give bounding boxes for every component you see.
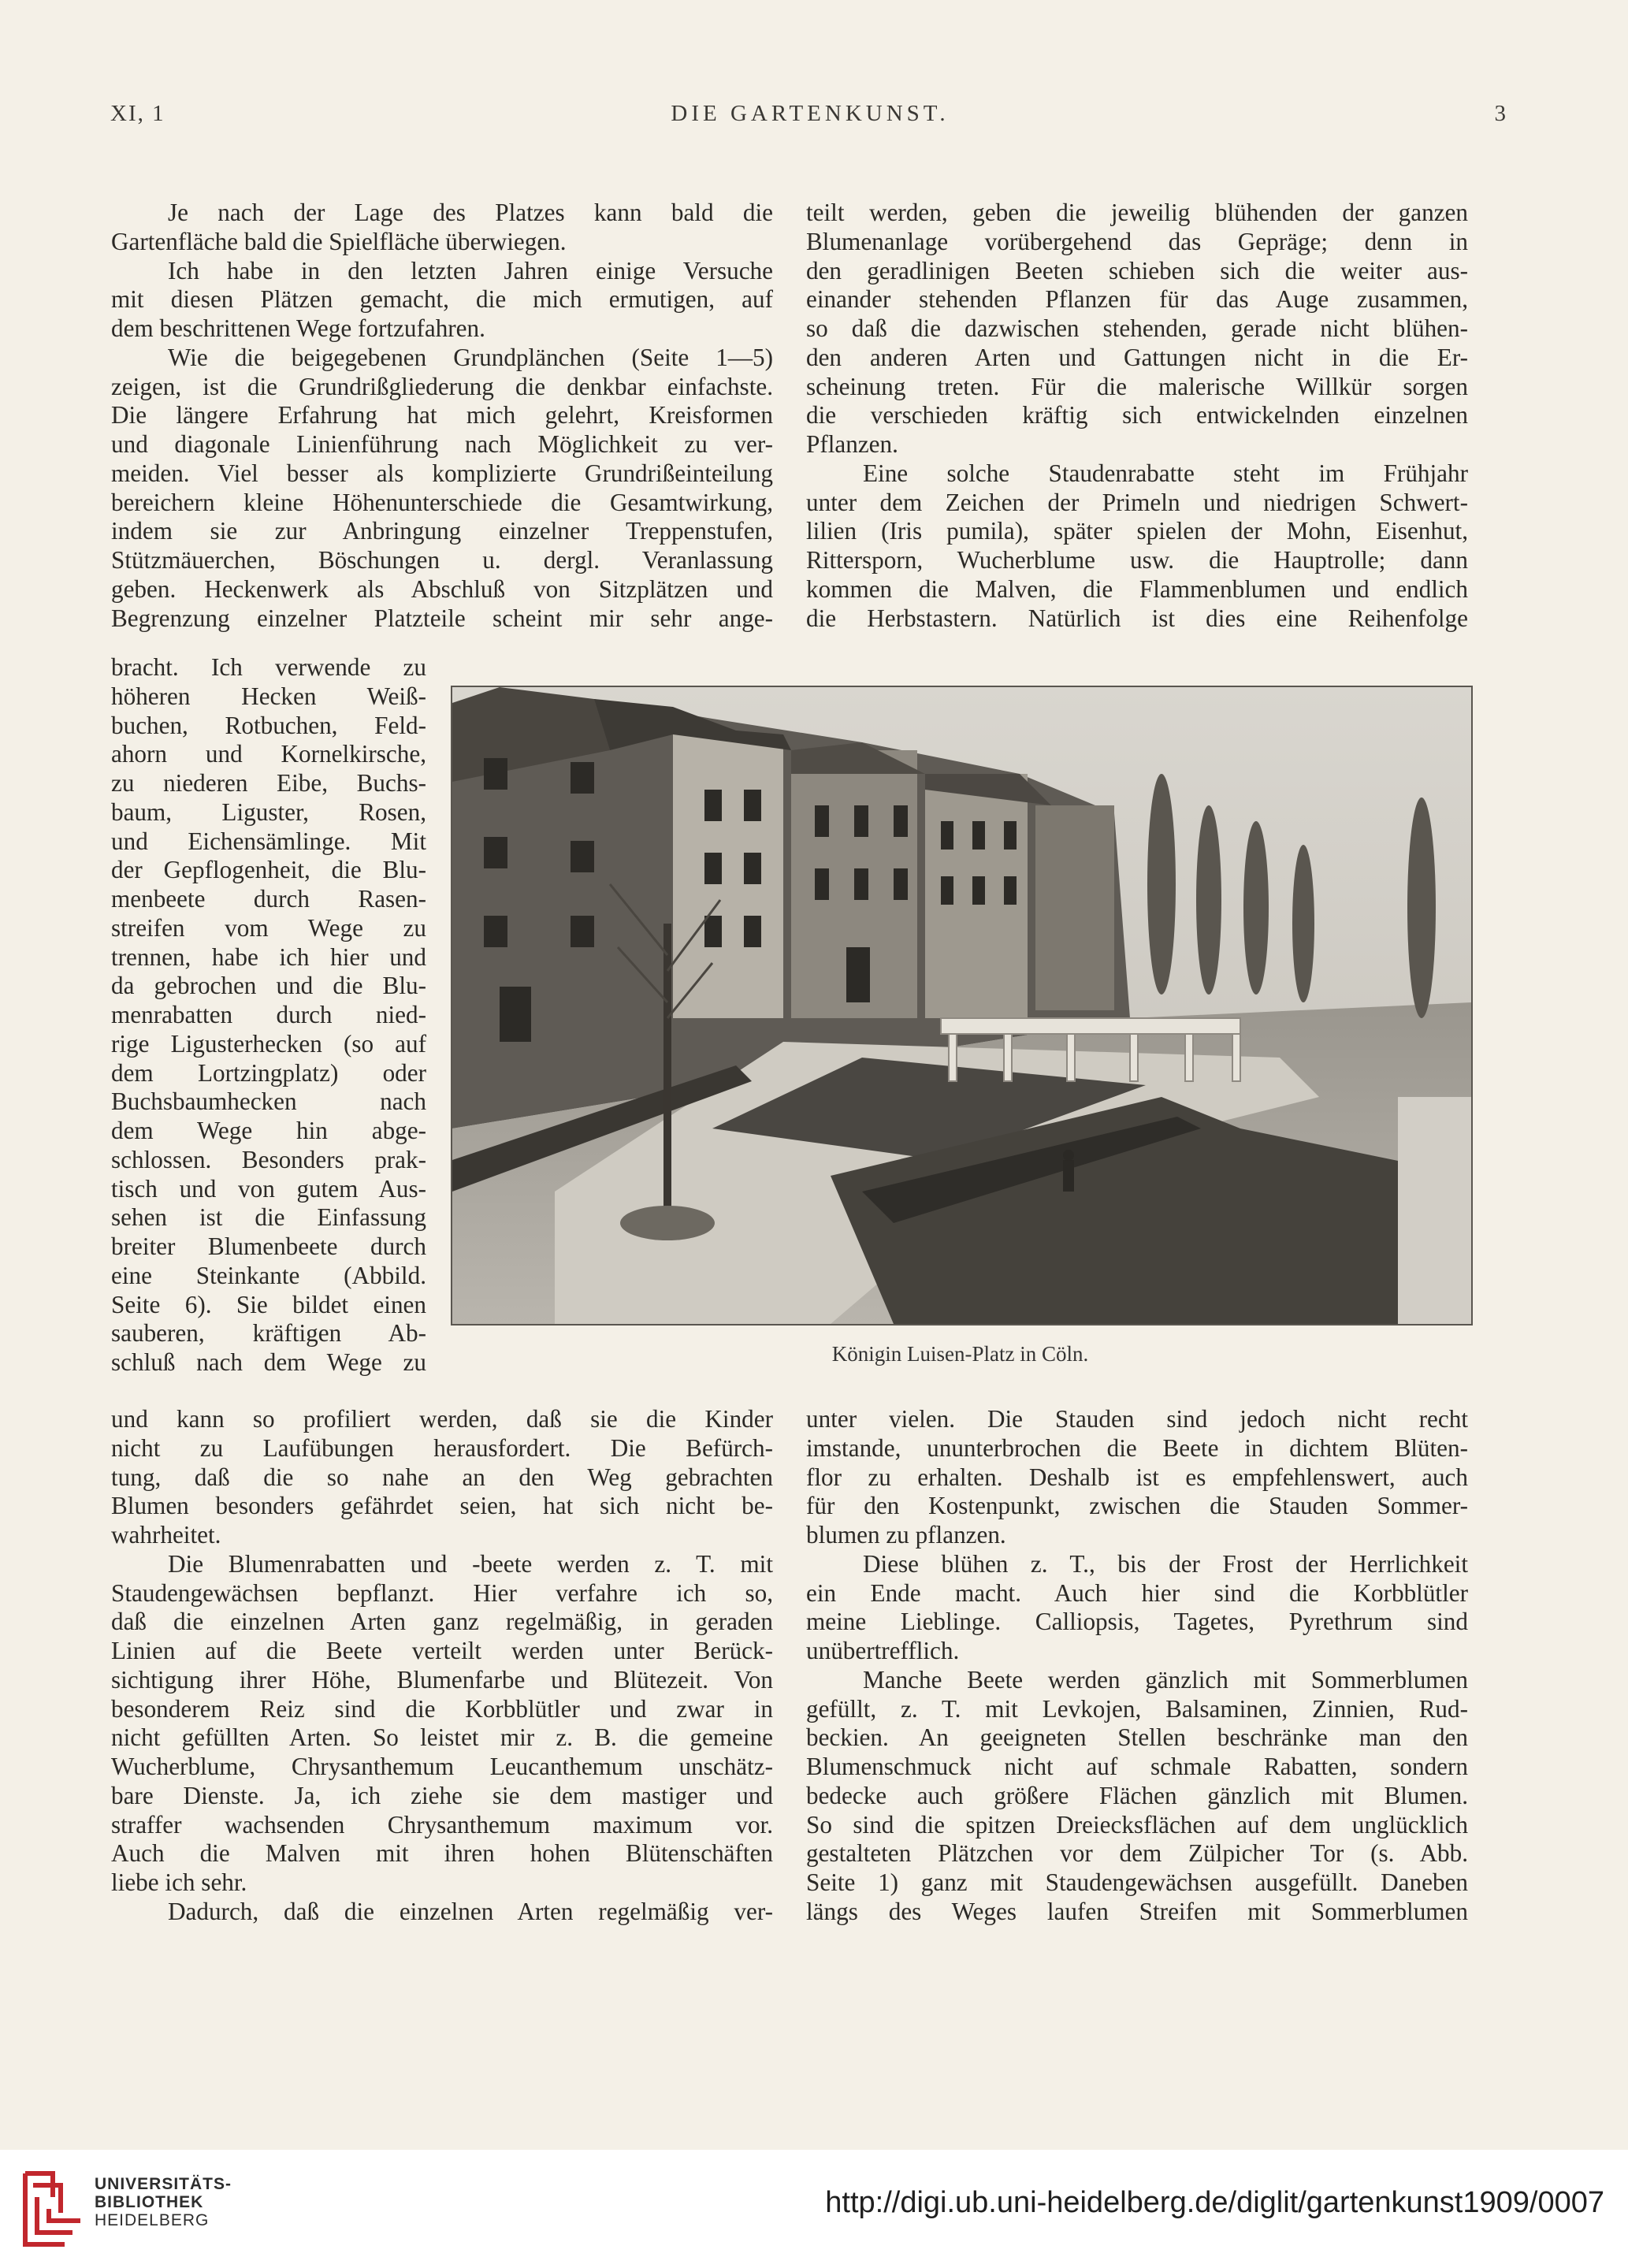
text-line: Buchsbaumhecken nach xyxy=(111,1088,426,1116)
volume-number: XI, 1 xyxy=(110,101,165,126)
text-line: dem Wege hin abge- xyxy=(111,1117,426,1144)
text-line: menbeete durch Rasen- xyxy=(111,885,426,913)
photo-illustration xyxy=(452,687,1471,1324)
text-line: rige Ligusterhecken (so auf xyxy=(111,1029,426,1058)
text-line: meine Lieblinge. Calliopsis, Tagetes, Pyrethrum sind xyxy=(806,1608,1468,1636)
text-line: längs des Weges laufen Streifen mit Sommerblumen xyxy=(806,1897,1468,1925)
text-line: Seite 1) ganz mit Staudengewächsen ausgefüllt. Daneben xyxy=(806,1868,1468,1896)
source-url-link[interactable]: http://digi.ub.uni-heidelberg.de/diglit/gartenkunst1909/0007 xyxy=(825,2186,1604,2219)
text-line: für den Kostenpunkt, zwischen die Stauden Sommer- xyxy=(806,1492,1468,1520)
text-line: Blumenschmuck nicht auf schmale Rabatten, sondern xyxy=(806,1753,1468,1780)
text-line: streifen vom Wege zu xyxy=(111,913,426,942)
text-line: Seite 6). Sie bildet einen xyxy=(111,1290,426,1318)
text-line: Je nach der Lage des Platzes kann bald die xyxy=(168,199,773,226)
text-line: unter dem Zeichen der Primeln und niedrigen Schwert- xyxy=(806,488,1468,516)
text-line: der Gepflogenheit, die Blu- xyxy=(111,856,426,884)
university-library-logo-icon xyxy=(17,2166,88,2252)
text-line: Stützmäuerchen, Böschungen u. dergl. Veranlassung xyxy=(111,546,773,574)
text-line: Dadurch, daß die einzelnen Arten regelmäßig ver- xyxy=(168,1897,773,1925)
text-line: einander stehenden Pflanzen für das Auge zusammen, xyxy=(806,285,1468,314)
text-line: teilt werden, geben die jeweilig blühenden der ganzen xyxy=(806,199,1468,226)
text-line: wahrheitet. xyxy=(111,1521,221,1549)
text-line: die Herbstastern. Natürlich ist dies eine Reihenfolge xyxy=(806,604,1468,632)
text-line: und Eichensämlinge. Mit xyxy=(111,827,426,855)
photograph-koenigin-luisen-platz xyxy=(451,686,1473,1325)
text-line: Die Blumenrabatten und -beete werden z. T. mit xyxy=(168,1549,773,1578)
library-name-line2: BIBLIOTHEK xyxy=(95,2193,204,2211)
text-line: besonderem Reiz sind die Korbblütler und zwar in xyxy=(111,1694,773,1723)
text-line: und kann so profiliert werden, daß sie die Kinder xyxy=(111,1405,773,1433)
text-line: dem Lortzingplatz) oder xyxy=(111,1058,426,1087)
journal-title: DIE GARTENKUNST. xyxy=(671,101,950,126)
text-line: nicht zu Laufübungen herausfordert. Die Befürch- xyxy=(111,1433,773,1462)
library-name-line3: HEIDELBERG xyxy=(95,2211,210,2229)
text-line: blumen zu pflanzen. xyxy=(806,1521,1006,1549)
text-line: ein Ende macht. Auch hier sind die Korbblütler xyxy=(806,1578,1468,1607)
text-line: straffer wachsenden Chrysanthemum maximum vor. xyxy=(111,1810,773,1839)
text-line: buchen, Rotbuchen, Feld- xyxy=(111,711,426,739)
text-line: So sind die spitzen Dreiecksflächen auf dem unglücklich xyxy=(806,1810,1468,1839)
text-line: sauberen, kräftigen Ab- xyxy=(111,1319,426,1348)
text-line: höheren Hecken Weiß- xyxy=(111,682,426,710)
text-line: nicht gefüllten Arten. So leistet mir z. B. die gemeine xyxy=(111,1723,773,1752)
text-line: sehen ist die Einfassung xyxy=(111,1203,426,1232)
text-line: imstande, ununterbrochen die Beete in dichtem Blüten- xyxy=(806,1433,1468,1462)
text-line: ahorn und Kornelkirsche, xyxy=(111,740,426,768)
text-line: Wucherblume, Chrysanthemum Leucanthemum unschätz- xyxy=(111,1753,773,1780)
text-line: scheinung treten. Für die malerische Willkür sorgen xyxy=(806,372,1468,400)
text-line: bracht. Ich verwende zu xyxy=(111,653,426,681)
text-line: Gartenfläche bald die Spielfläche überwiegen. xyxy=(111,227,567,255)
text-line: indem sie zur Anbringung einzelner Treppenstufen, xyxy=(111,517,773,545)
text-line: bare Dienste. Ja, ich ziehe sie dem mastiger und xyxy=(111,1781,773,1809)
text-line: Manche Beete werden gänzlich mit Sommerblumen xyxy=(863,1665,1468,1694)
right-column-bottom xyxy=(806,1405,1468,1927)
text-line: liebe ich sehr. xyxy=(111,1868,247,1896)
text-line: bereichern kleine Höhenunterschiede die Gesamtwirkung, xyxy=(111,488,773,516)
text-line: Diese blühen z. T., bis der Frost der Herrlichkeit xyxy=(863,1549,1468,1578)
page-number: 3 xyxy=(1494,101,1510,126)
text-line: zeigen, ist die Grundrißgliederung die denkbar einfachste. xyxy=(111,372,773,400)
text-line: die verschieden kräftig sich entwickelnden einzelnen xyxy=(806,401,1468,429)
figure-caption: Königin Luisen-Platz in Cöln. xyxy=(831,1342,1089,1366)
text-line: schluß nach dem Wege zu xyxy=(111,1348,426,1376)
text-line: unübertrefflich. xyxy=(806,1637,960,1664)
text-line: Linien auf die Beete verteilt werden unter Berück- xyxy=(111,1637,773,1664)
text-line: den geradlinigen Beeten schieben sich die weiter aus- xyxy=(806,256,1468,284)
text-line: kommen die Malven, die Flammenblumen und endlich xyxy=(806,574,1468,603)
text-line: geben. Heckenwerk als Abschluß von Sitzplätzen und xyxy=(111,574,773,603)
text-line: sichtigung ihrer Höhe, Blumenfarbe und Blütezeit. Von xyxy=(111,1665,773,1694)
text-line: bedecke auch größere Flächen gänzlich mit Blumen. xyxy=(806,1781,1468,1809)
text-line: flor zu erhalten. Deshalb ist es empfehlenswert, auch xyxy=(806,1463,1468,1491)
text-line: Pflanzen. xyxy=(806,430,898,458)
text-line: meiden. Viel besser als komplizierte Grundrißeinteilung xyxy=(111,459,773,487)
text-line: daß die einzelnen Arten ganz regelmäßig, in geraden xyxy=(111,1608,773,1636)
text-line: eine Steinkante (Abbild. xyxy=(111,1261,426,1289)
text-line: breiter Blumenbeete durch xyxy=(111,1233,426,1260)
text-line: da gebrochen und die Blu- xyxy=(111,972,426,1000)
text-line: trennen, habe ich hier und xyxy=(111,943,426,971)
text-line: tung, daß die so nahe an den Weg gebrachten xyxy=(111,1463,773,1491)
text-line: gefüllt, z. T. mit Levkojen, Balsaminen, Zinnien, Rud- xyxy=(806,1694,1468,1723)
text-line: Eine solche Staudenrabatte steht im Frühjahr xyxy=(863,459,1468,487)
text-line: und diagonale Linienführung nach Möglichkeit zu ver- xyxy=(111,430,773,458)
text-line: Blumenanlage vorübergehend das Gepräge; denn in xyxy=(806,227,1468,255)
text-line: Rittersporn, Wucherblume usw. die Hauptrolle; dann xyxy=(806,546,1468,574)
text-line: beckien. An geeigneten Stellen beschränke man den xyxy=(806,1723,1468,1752)
text-line: mit diesen Plätzen gemacht, die mich ermutigen, auf xyxy=(111,285,773,314)
text-line: unter vielen. Die Stauden sind jedoch nicht recht xyxy=(806,1405,1468,1433)
library-name-line1: UNIVERSITÄTS- xyxy=(95,2175,232,2193)
text-line: so daß die dazwischen stehenden, gerade nicht blühen- xyxy=(806,314,1468,342)
text-line: dem beschrittenen Wege fortzufahren. xyxy=(111,314,485,342)
text-line: den anderen Arten und Gattungen nicht in die Er- xyxy=(806,343,1468,371)
left-column-bottom xyxy=(111,1405,773,1927)
text-line: Blumen besonders gefährdet seien, hat sich nicht be- xyxy=(111,1492,773,1520)
text-line: Wie die beigegebenen Grundplänchen (Seite 1—5) xyxy=(168,343,773,371)
text-line: Die längere Erfahrung hat mich gelehrt, Kreisformen xyxy=(111,401,773,429)
text-line: Auch die Malven mit ihren hohen Blütenschäften xyxy=(111,1839,773,1868)
text-line: Staudengewächsen bepflanzt. Hier verfahre ich so, xyxy=(111,1578,773,1607)
running-head xyxy=(110,101,1510,132)
text-line: tisch und von gutem Aus- xyxy=(111,1174,426,1203)
library-name xyxy=(95,2175,232,2229)
text-line: menrabatten durch nied- xyxy=(111,1001,426,1028)
text-line: gestalteten Plätzchen vor dem Zülpicher Tor (s. Abb. xyxy=(806,1839,1468,1868)
right-column-top xyxy=(806,199,1468,633)
left-column-beside-figure xyxy=(111,653,426,1378)
text-line: Begrenzung einzelner Platzteile scheint mir sehr ange- xyxy=(111,604,773,632)
text-line: zu niederen Eibe, Buchs- xyxy=(111,769,426,797)
text-line: baum, Liguster, Rosen, xyxy=(111,798,426,826)
text-line: Ich habe in den letzten Jahren einige Versuche xyxy=(168,256,773,284)
text-line: schlossen. Besonders prak- xyxy=(111,1145,426,1173)
left-column-top xyxy=(111,199,773,633)
text-line: lilien (Iris pumila), später spielen der Mohn, Eisenhut, xyxy=(806,517,1468,545)
